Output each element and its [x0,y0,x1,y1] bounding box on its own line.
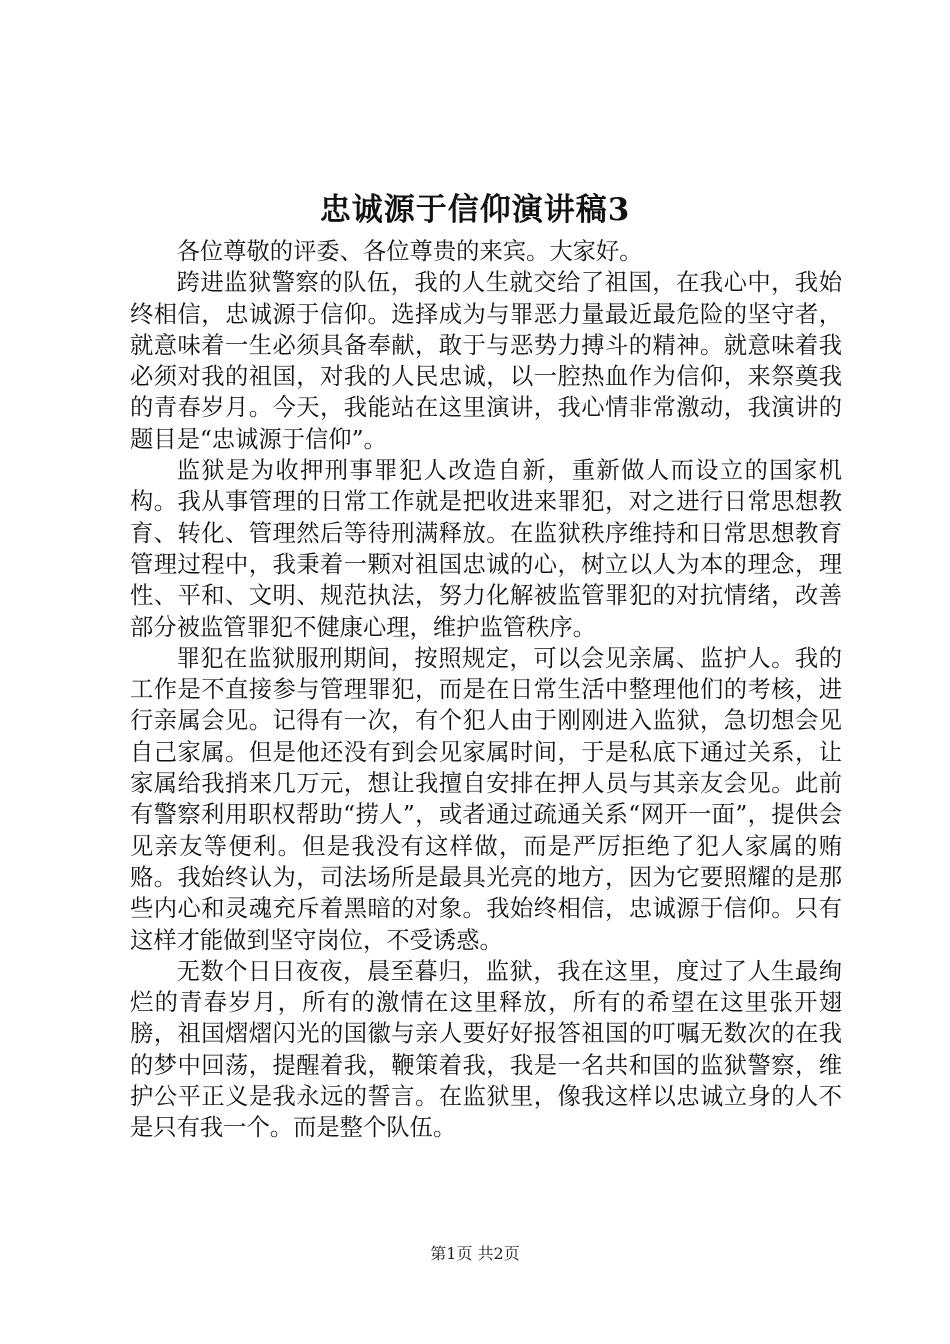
paragraph-intro: 跨进监狱警察的队伍，我的人生就交给了祖国，在我心中，我始终相信，忠诚源于信仰。选择成为与罪恶力量最近最危险的坚守者，就意味着一生必须具备奉献，敢于与恶势力搏斗的精神。就意味着我必须对我的祖国，对我的人民忠诚，以一腔热血作为信仰，来祭奠我的青春岁月。今天，我能站在这里演讲，我心情非常激动，我演讲的题目是“忠诚源于信仰”。 [130,269,842,453]
paragraph-conclusion: 无数个日日夜夜，晨至暮归，监狱，我在这里，度过了人生最绚烂的青春岁月，所有的激情在这里释放，所有的希望在这里张开翅膀，祖国熠熠闪光的国徽与亲人要好好报答祖国的叮嘱无数次的在我的梦中回荡，提醒着我，鞭策着我，我是一名共和国的监狱警察，维护公平正义是我永远的誓言。在监狱里，像我这样以忠诚立身的人不是只有我一个。而是整个队伍。 [130,957,842,1142]
paragraph-bribe-story: 罪犯在监狱服刑期间，按照规定，可以会见亲属、监护人。我的工作是不直接参与管理罪犯，而是在日常生活中整理他们的考核，进行亲属会见。记得有一次，有个犯人由于刚刚进入监狱，急切想会见自己家属。但是他还没有到会见家属时间，于是私底下通过关系，让家属给我捎来几万元，想让我擅自安排在押人员与其亲友会见。此前有警察利用职权帮助“捞人”，或者通过疏通关系“网开一面”，提供会见亲友等便利。但是我没有这样做，而是严厉拒绝了犯人家属的贿赂。我始终认为，司法场所是最具光亮的地方，因为它要照耀的是那些内心和灵魂充斥着黑暗的对象。我始终相信，忠诚源于信仰。只有这样才能做到坚守岗位，不受诱惑。 [130,644,842,954]
paragraph-prison-duty: 监狱是为收押刑事罪犯人改造自新，重新做人而设立的国家机构。我从事管理的日常工作就是把收进来罪犯，对之进行日常思想教育、转化、管理然后等待刑满释放。在监狱秩序维持和日常思想教育管理过程中，我秉着一颗对祖国忠诚的心，树立以人为本的理念，理性、平和、文明、规范执法，努力化解被监管罪犯的对抗情绪，改善部分被监管罪犯不健康心理，维护监管秩序。 [130,457,842,641]
document-body [130,236,842,1144]
paragraph-greeting: 各位尊敬的评委、各位尊贵的来宾。大家好。 [176,238,643,265]
page-title: 忠诚源于信仰演讲稿3 [319,192,631,228]
page-footer: 第1页 共2页 [430,1244,520,1263]
